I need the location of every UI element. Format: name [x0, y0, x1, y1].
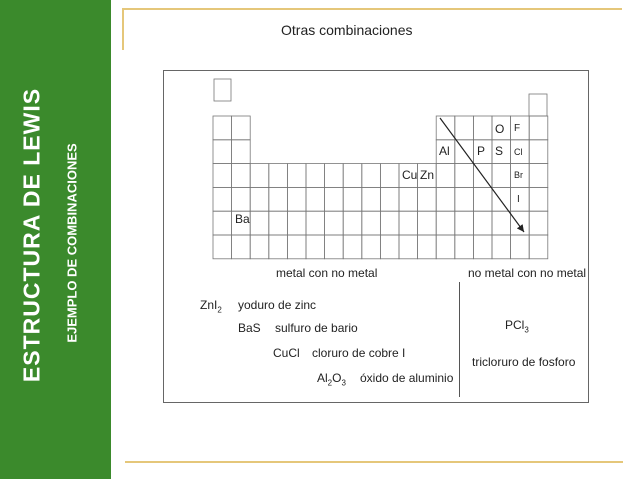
right-section-header: no metal con no metal: [468, 266, 587, 280]
table-cell: [380, 164, 399, 188]
element-ba: Ba: [235, 212, 250, 226]
table-cell: [232, 140, 251, 164]
table-cell: [436, 211, 455, 235]
table-cell: [325, 187, 344, 211]
table-cell: [269, 164, 288, 188]
table-cell: [269, 235, 288, 259]
example-bas-name: sulfuro de bario: [275, 321, 358, 335]
table-cell: [269, 187, 288, 211]
element-s: S: [495, 144, 504, 158]
table-cell: [380, 187, 399, 211]
table-cell: [473, 211, 492, 235]
table-cell: [306, 164, 325, 188]
sidebar-subtitle: EJEMPLO DE COMBINACIONES: [64, 143, 80, 343]
example-al2o3-formula: $Al_2O_3$: [317, 371, 346, 388]
table-cell: [232, 187, 251, 211]
table-cell: [529, 116, 548, 140]
table-cell: [529, 235, 548, 259]
table-cell: [492, 235, 511, 259]
table-cell: [250, 235, 269, 259]
table-cell: [306, 211, 325, 235]
table-cell: [343, 235, 362, 259]
element-br: Br: [514, 170, 523, 180]
table-cell: [232, 235, 251, 259]
slide-title: Otras combinaciones: [281, 22, 413, 38]
table-cell: [343, 187, 362, 211]
table-cell: [436, 187, 455, 211]
table-cell: [325, 164, 344, 188]
example-pcl3-name: tricloruro de fosforo: [472, 355, 576, 369]
table-cell: [511, 235, 530, 259]
table-cell: [473, 187, 492, 211]
sidebar-title: ESTRUCTURA DE LEWIS: [18, 87, 45, 383]
example-al2o3-name: óxido de aluminio: [360, 371, 454, 385]
table-cell: [362, 187, 381, 211]
table-cell: [250, 187, 269, 211]
table-cell: [436, 116, 455, 140]
table-cell: [455, 211, 474, 235]
element-f: F: [514, 123, 521, 134]
section-divider: [459, 282, 460, 397]
table-cell: [287, 164, 306, 188]
table-cell: [213, 187, 232, 211]
table-cell: [399, 235, 418, 259]
example-zni2-name: yoduro de zinc: [238, 298, 317, 312]
table-cell: [287, 187, 306, 211]
table-cell: [418, 211, 437, 235]
table-cell: [529, 164, 548, 188]
example-bas-formula: BaS: [238, 321, 261, 335]
example-cucl-name: cloruro de cobre I: [312, 346, 406, 360]
element-al: Al: [439, 144, 450, 158]
table-cell: [232, 164, 251, 188]
table-cell: [473, 116, 492, 140]
table-cell: [269, 211, 288, 235]
table-cell: [362, 164, 381, 188]
table-cell: [399, 211, 418, 235]
table-cell: [287, 235, 306, 259]
table-cell: [325, 211, 344, 235]
table-cell: [213, 140, 232, 164]
left-section-header: metal con no metal: [276, 266, 378, 280]
table-cell: [250, 211, 269, 235]
hydrogen-box: [214, 79, 231, 101]
example-zni2-formula: ZnI$_2$: [200, 298, 222, 315]
table-cell: [455, 235, 474, 259]
helium-box: [529, 94, 547, 116]
table-cell: [213, 235, 232, 259]
table-cell: [492, 211, 511, 235]
table-cell: [511, 211, 530, 235]
element-cu: Cu: [402, 168, 418, 182]
table-cell: [213, 211, 232, 235]
table-cell: [418, 235, 437, 259]
table-cell: [455, 164, 474, 188]
element-zn: Zn: [420, 168, 435, 182]
table-cell: [529, 187, 548, 211]
table-cell: [436, 164, 455, 188]
element-p: P: [477, 144, 486, 158]
table-cell: [511, 187, 530, 211]
table-cell: [306, 235, 325, 259]
table-cell: [473, 235, 492, 259]
example-cucl-formula: CuCl: [273, 346, 300, 360]
table-cell: [455, 116, 474, 140]
table-cell: [362, 235, 381, 259]
table-cell: [287, 211, 306, 235]
table-cell: [232, 116, 251, 140]
table-cell: [325, 235, 344, 259]
table-cell: [380, 235, 399, 259]
table-cell: [455, 187, 474, 211]
table-cell: [436, 235, 455, 259]
table-cell: [306, 187, 325, 211]
table-cell: [343, 164, 362, 188]
table-cell: [492, 164, 511, 188]
table-cell: [492, 187, 511, 211]
table-cell: [213, 116, 232, 140]
table-cell: [343, 211, 362, 235]
element-o: O: [495, 122, 505, 136]
table-cell: [362, 211, 381, 235]
table-cell: [529, 140, 548, 164]
table-cell: [380, 211, 399, 235]
table-cell: [250, 164, 269, 188]
table-cell: [418, 187, 437, 211]
table-cell: [529, 211, 548, 235]
metal-nonmetal-diagonal-arrow: [440, 118, 524, 232]
table-cell: [399, 187, 418, 211]
example-pcl3-formula: PCl$_3$: [505, 318, 529, 335]
element-i: I: [517, 194, 520, 205]
table-cell: [213, 164, 232, 188]
element-cl: Cl: [514, 147, 523, 157]
